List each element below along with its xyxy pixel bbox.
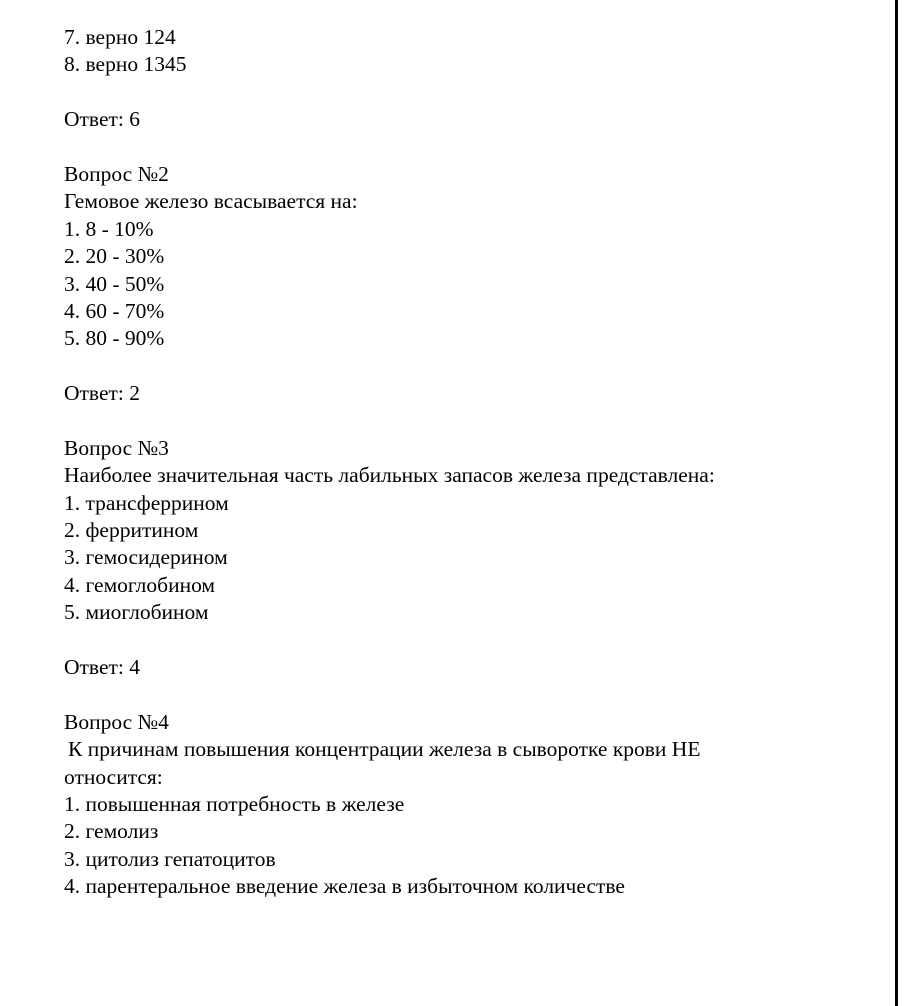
answer-text: Ответ: 4	[64, 654, 140, 679]
option-item: 3. цитолиз гепатоцитов	[64, 846, 276, 871]
spacer	[64, 134, 864, 161]
question-title: Вопрос №3	[64, 435, 169, 460]
answer-text: Ответ: 2	[64, 381, 140, 406]
spacer	[64, 627, 864, 654]
document-content	[64, 24, 864, 901]
question-title: Вопрос №2	[64, 161, 169, 186]
option-item: 2. гемолиз	[64, 819, 159, 844]
option-item: 3. 40 - 50%	[64, 271, 165, 296]
question-text-continued: относится:	[64, 764, 163, 789]
spacer	[64, 407, 864, 434]
option-item: 1. повышенная потребность в железе	[64, 791, 405, 816]
question-text: К причинам повышения концентрации железа в сыворотке крови НЕ	[68, 737, 701, 762]
option-item: 4. парентеральное введение железа в избыточном количестве	[64, 874, 625, 899]
option-item: 3. гемосидерином	[64, 545, 228, 570]
option-item: 4. гемоглобином	[64, 572, 216, 597]
option-item: 2. 20 - 30%	[64, 244, 165, 269]
option-item: 1. трансферрином	[64, 490, 229, 515]
question-text: Наиболее значительная часть лабильных запасов железа представлена:	[64, 463, 715, 488]
list-item: 8. верно 1345	[64, 52, 187, 77]
question-text: Гемовое железо всасывается на:	[64, 189, 358, 214]
spacer	[64, 681, 864, 708]
option-item: 4. 60 - 70%	[64, 298, 165, 323]
question-title: Вопрос №4	[64, 709, 169, 734]
spacer	[64, 79, 864, 106]
option-item: 5. миоглобином	[64, 600, 209, 625]
list-item: 7. верно 124	[64, 25, 176, 49]
option-item: 1. 8 - 10%	[64, 216, 154, 241]
answer-text: Ответ: 6	[64, 107, 140, 132]
spacer	[64, 353, 864, 380]
option-item: 5. 80 - 90%	[64, 326, 165, 351]
option-item: 2. ферритином	[64, 518, 199, 543]
